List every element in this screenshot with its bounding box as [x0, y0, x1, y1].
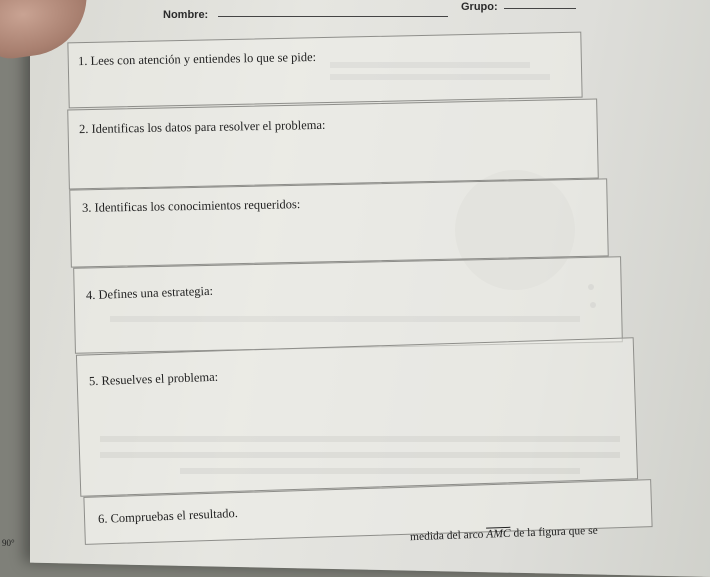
step-3-box[interactable]	[69, 178, 609, 267]
show-through-text	[180, 468, 580, 474]
footer-text-after: de la figura que se	[513, 524, 598, 540]
name-label: Nombre:	[163, 9, 209, 21]
show-through-text	[100, 436, 620, 442]
show-through-text	[110, 316, 580, 322]
name-input-line[interactable]	[218, 16, 448, 17]
step-1-label: 1. Lees con atención y entiendes lo que se pide:	[77, 49, 317, 69]
group-input-line[interactable]	[504, 8, 576, 9]
step-4-box[interactable]	[73, 256, 623, 353]
worksheet-header	[0, 0, 710, 30]
show-through-text	[100, 452, 620, 458]
arc-label: $\overline{AMC}$	[486, 527, 511, 541]
step-3-label: 3. Identificas los conocimientos requeridos:	[81, 197, 301, 215]
show-through-text	[330, 62, 530, 68]
corner-angle-text: 90°	[2, 538, 15, 548]
step-5-label: 5. Resuelves el problema:	[88, 369, 219, 389]
step-6-label: 6. Compruebas el resultado.	[97, 505, 239, 527]
step-1-box[interactable]	[67, 32, 582, 109]
step-2-box[interactable]	[67, 98, 599, 189]
step-4-label: 4. Defines una estrategia:	[85, 283, 214, 303]
show-through-text	[330, 74, 550, 80]
step-2-label: 2. Identificas los datos para resolver el problema:	[78, 117, 326, 137]
footer-text-before: medida del arco	[409, 528, 484, 544]
group-label: Grupo:	[461, 1, 498, 13]
